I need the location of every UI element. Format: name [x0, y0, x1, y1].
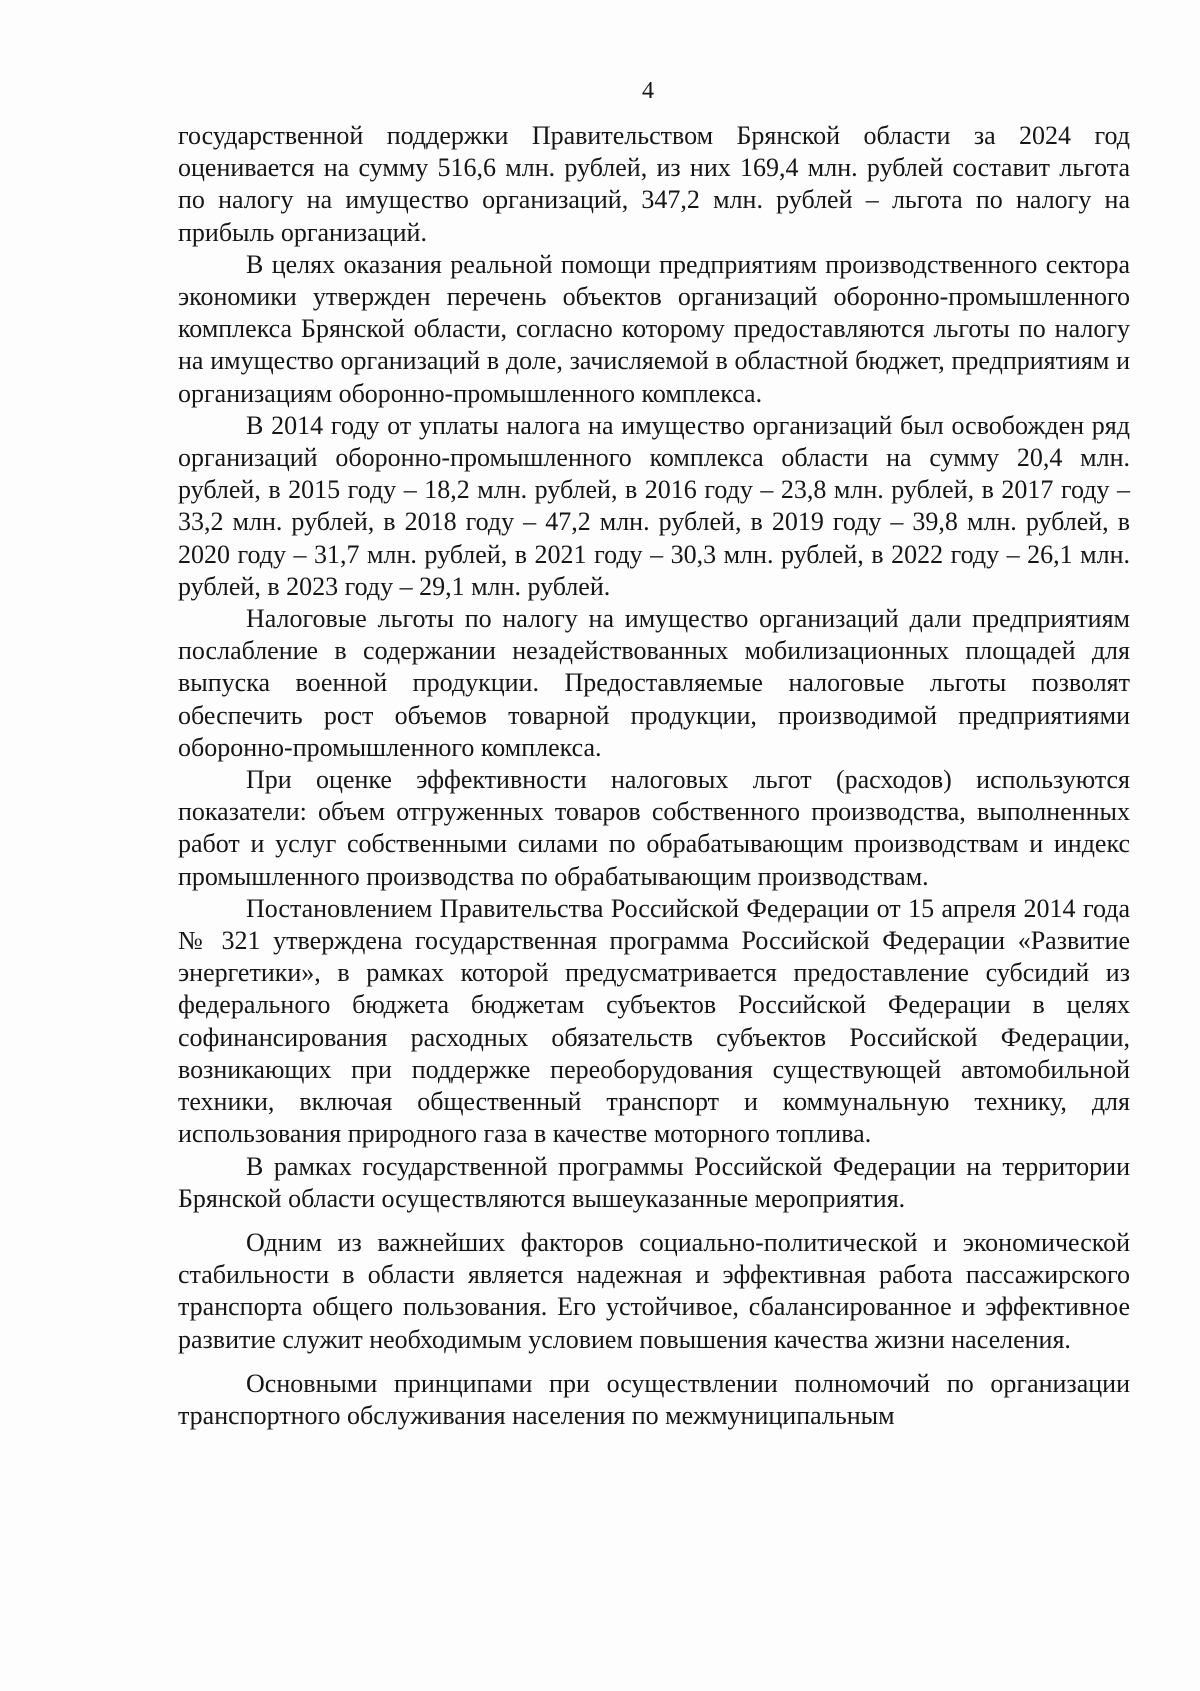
paragraph: Постановлением Правительства Российской Федерации от 15 апреля 2014 года № 321 утверждена государственная программа Российской Федерации «Развитие энергетики», в рамках которой предусматривается предоставление субсидий из федерального бюджета бюджетам субъектов Российской Федерации в целях софинансирования расходных обязательств субъектов Российской Федерации, возникающих при поддержке переоборудования существующей автомобильной техники, включая общественный транспорт и коммунальную технику, для использования природного газа в качестве моторного топлива. [178, 893, 1130, 1149]
paragraph: Налоговые льготы по налогу на имущество организаций дали предприятиям послабление в содержании незадействованных мобилизационных площадей для выпуска военной продукции. Предоставляемые налоговые льготы позволят обеспечить рост объемов товарной продукции, производимой предприятиями оборонно-промышленного комплекса. [178, 604, 1130, 762]
paragraph: В целях оказания реальной помощи предприятиям производственного сектора экономики утвержден перечень объектов организаций оборонно-промышленного комплекса Брянской области, согласно которому предоставляются льготы по налогу на имущество организаций в доле, зачисляемой в областной бюджет, предприятиям и организациям оборонно-промышленного комплекса. [178, 249, 1130, 408]
paragraph: Одним из важнейших факторов социально-политической и экономической стабильности в области является надежная и эффективная работа пассажирского транспорта общего пользования. Его устойчивое, сбалансированное и эффективное развитие служит необходимым условием повышения качества жизни населения. [178, 1227, 1130, 1354]
page-number: 4 [642, 78, 654, 104]
paragraph: государственной поддержки Правительством Брянской области за 2024 год оценивается на сумму 516,6 млн. рублей, из них 169,4 млн. рублей составит льгота по налогу на имущество организаций, 347,2 млн. рублей – льгота по налогу на прибыль организаций. [178, 121, 1130, 247]
paragraph: При оценке эффективности налоговых льгот (расходов) используются показатели: объем отгруженных товаров собственного производства, выполненных работ и услуг собственными силами по обрабатывающим производствам и индекс промышленного производства по обрабатывающим производствам. [178, 765, 1130, 891]
paragraph: Основными принципами при осуществлении полномочий по организации транспортного обслуживания населения по межмуниципальным [178, 1368, 1130, 1430]
document-body [178, 120, 1130, 1432]
paragraph: В 2014 году от уплаты налога на имущество организаций был освобожден ряд организаций оборонно-промышленного комплекса области на сумму 20,4 млн. рублей, в 2015 году – 18,2 млн. рублей, в 2016 году – 23,8 млн. рублей, в 2017 году – 33,2 млн. рублей, в 2018 году – 47,2 млн. рублей, в 2019 году – 39,8 млн. рублей, в 2020 году – 31,7 млн. рублей, в 2021 году – 30,3 млн. рублей, в 2022 году – 26,1 млн. рублей, в 2023 году – 29,1 млн. рублей. [178, 410, 1130, 601]
paragraph: В рамках государственной программы Российской Федерации на территории Брянской области осуществляются вышеуказанные мероприятия. [178, 1151, 1130, 1213]
